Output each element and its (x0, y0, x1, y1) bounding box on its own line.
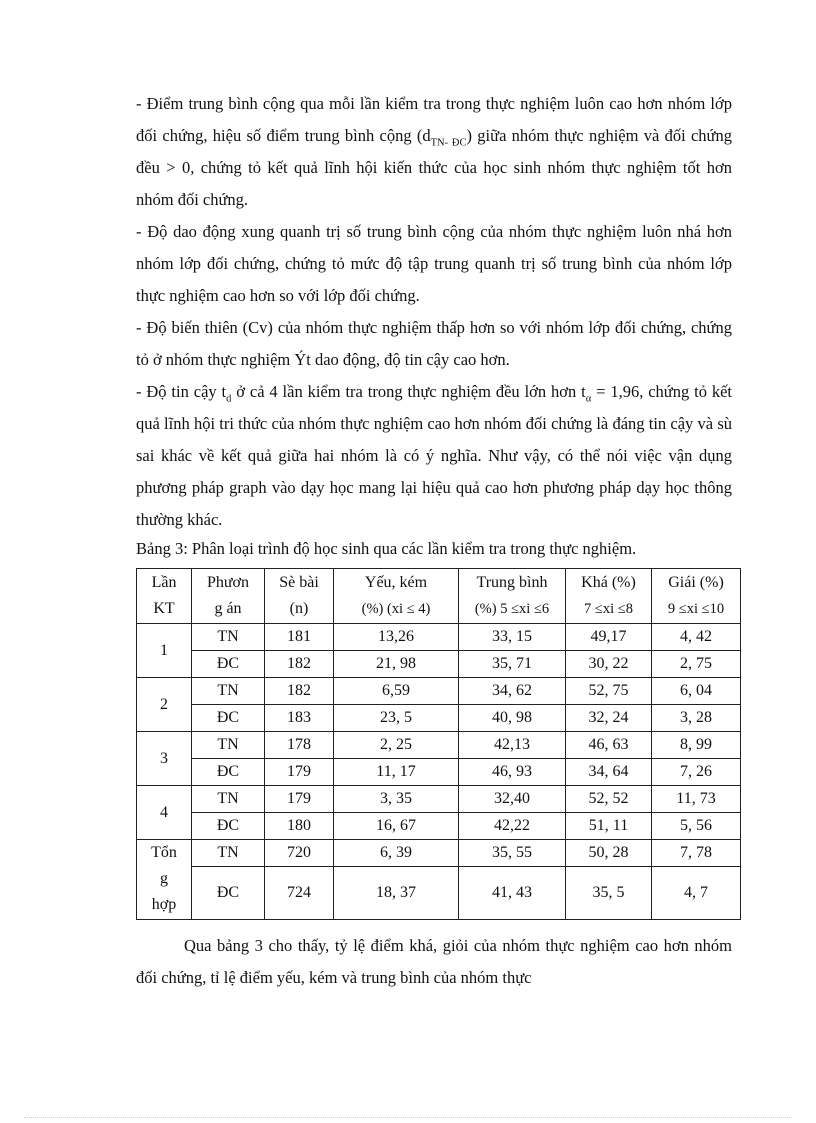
paragraph-4-text-b: ở cả 4 lần kiểm tra trong thực nghiệm đều lớn hơn t (231, 382, 586, 401)
cell-yeu-kem: 11, 17 (334, 759, 459, 786)
table-row (137, 651, 741, 678)
cell-kha: 34, 64 (566, 759, 652, 786)
paragraph-4-text-c: = 1,96, chứng tỏ kết quả lĩnh hội tri thức của nhóm thực nghiệm cao hơn nhóm đối chứng là đáng tin cậy và sù sai khác về kết quả giữa hai nhóm là có ý nghĩa. Như vậy, có thể nói việc vận dụng phương pháp graph vào dạy học mang lại hiệu quả cao hơn phương pháp dạy học thông thường khác. (136, 382, 732, 529)
cell-yeu-kem: 21, 98 (334, 651, 459, 678)
cell-so-bai: 183 (265, 705, 334, 732)
cell-phuong-an: ĐC (192, 651, 265, 678)
cell-yeu-kem: 16, 67 (334, 813, 459, 840)
paragraph-3: - Độ biến thiên (Cv) của nhóm thực nghiệm thấp hơn so với nhóm lớp đối chứng, chứng tỏ ở nhóm thực nghiệm Ýt dao động, độ tin cậy cao hơn. (136, 318, 732, 369)
cell-trung-binh: 34, 62 (459, 678, 566, 705)
table-row (137, 813, 741, 840)
cell-phuong-an: ĐC (192, 813, 265, 840)
table-row (137, 732, 741, 759)
cell-so-bai: 179 (265, 759, 334, 786)
table-row (137, 678, 741, 705)
cell-trung-binh: 32,40 (459, 786, 566, 813)
cell-trung-binh: 33, 15 (459, 624, 566, 651)
cell-yeu-kem: 3, 35 (334, 786, 459, 813)
cell-yeu-kem: 6, 39 (334, 840, 459, 867)
header-lan-kt: Lần KT (137, 569, 192, 624)
paragraph-1-text-b: ) giữa nhóm thực nghiệm và đối chứng đều > 0, chứng tỏ kết quả lĩnh hội kiến thức của học sinh nhóm thực nghiệm tốt hơn nhóm đối chứng. (136, 126, 732, 209)
paragraph-4-subscript-d: d (226, 393, 232, 405)
cell-so-bai: 179 (265, 786, 334, 813)
group-label: 1 (137, 624, 192, 678)
cell-so-bai: 178 (265, 732, 334, 759)
cell-phuong-an: ĐC (192, 759, 265, 786)
paragraph-1-subscript: TN- ĐC (430, 137, 467, 149)
header-phuong-an: Phươn g án (192, 569, 265, 624)
cell-phuong-an: TN (192, 840, 265, 867)
cell-kha: 30, 22 (566, 651, 652, 678)
cell-gioi: 4, 42 (652, 624, 741, 651)
table-row (137, 624, 741, 651)
paragraph-4-text-a: - Độ tin cậy t (136, 382, 227, 401)
cell-yeu-kem: 6,59 (334, 678, 459, 705)
paragraph-4 (136, 376, 732, 536)
cell-trung-binh: 40, 98 (459, 705, 566, 732)
header-gioi: Giái (%) 9 ≤xi ≤10 (652, 569, 741, 624)
cell-gioi: 7, 26 (652, 759, 741, 786)
cell-so-bai: 720 (265, 840, 334, 867)
header-so-bai: Sè bài (n) (265, 569, 334, 624)
cell-kha: 51, 11 (566, 813, 652, 840)
cell-so-bai: 724 (265, 867, 334, 920)
page-bottom-divider (24, 1117, 792, 1118)
cell-trung-binh: 41, 43 (459, 867, 566, 920)
cell-kha: 46, 63 (566, 732, 652, 759)
cell-yeu-kem: 23, 5 (334, 705, 459, 732)
paragraph-1 (136, 88, 732, 216)
cell-gioi: 3, 28 (652, 705, 741, 732)
header-kha: Khá (%) 7 ≤xi ≤8 (566, 569, 652, 624)
group-label: 4 (137, 786, 192, 840)
cell-gioi: 2, 75 (652, 651, 741, 678)
cell-phuong-an: TN (192, 678, 265, 705)
cell-trung-binh: 42,13 (459, 732, 566, 759)
cell-so-bai: 180 (265, 813, 334, 840)
table-row (137, 705, 741, 732)
cell-so-bai: 182 (265, 651, 334, 678)
header-trung-binh: Trung bình (%) 5 ≤xi ≤6 (459, 569, 566, 624)
cell-gioi: 4, 7 (652, 867, 741, 920)
cell-kha: 32, 24 (566, 705, 652, 732)
table-header-row (137, 569, 741, 624)
table-caption: Bảng 3: Phân loại trình độ học sinh qua các lần kiểm tra trong thực nghiệm. (136, 539, 637, 558)
cell-trung-binh: 46, 93 (459, 759, 566, 786)
group-label: 2 (137, 678, 192, 732)
table-row (137, 759, 741, 786)
document-page (136, 88, 732, 994)
cell-so-bai: 181 (265, 624, 334, 651)
cell-gioi: 11, 73 (652, 786, 741, 813)
table-row-total (137, 840, 741, 867)
cell-trung-binh: 42,22 (459, 813, 566, 840)
cell-phuong-an: ĐC (192, 705, 265, 732)
cell-gioi: 5, 56 (652, 813, 741, 840)
table-row (137, 786, 741, 813)
paragraph-1-text-a: - Điểm trung bình cộng qua mỗi lần kiểm tra trong thực nghiệm luôn cao hơn nhóm lớp đối chứng, hiệu số điểm trung bình cộng (d (136, 94, 732, 145)
cell-yeu-kem: 13,26 (334, 624, 459, 651)
paragraph-4-subscript-alpha: α (585, 393, 592, 405)
conclusion-paragraph: Qua bảng 3 cho thấy, tỷ lệ điểm khá, giỏi của nhóm thực nghiệm cao hơn nhóm đối chứng, tỉ lệ điểm yếu, kém và trung bình của nhóm thực (136, 936, 732, 987)
cell-phuong-an: TN (192, 786, 265, 813)
paragraph-2: - Độ dao động xung quanh trị số trung bình cộng của nhóm thực nghiệm luôn nhá hơn nhóm lớp đối chứng, chứng tỏ mức độ tập trung quanh trị số trung bình của nhóm lớp thực nghiệm cao hơn so với lớp đối chứng. (136, 222, 732, 305)
group-label: 3 (137, 732, 192, 786)
cell-phuong-an: ĐC (192, 867, 265, 920)
cell-kha: 49,17 (566, 624, 652, 651)
cell-trung-binh: 35, 71 (459, 651, 566, 678)
cell-kha: 52, 75 (566, 678, 652, 705)
header-yeu-kem: Yếu, kém (%) (xi ≤ 4) (334, 569, 459, 624)
results-table (136, 568, 741, 920)
cell-phuong-an: TN (192, 732, 265, 759)
cell-so-bai: 182 (265, 678, 334, 705)
cell-yeu-kem: 18, 37 (334, 867, 459, 920)
table-row-total (137, 867, 741, 920)
cell-kha: 50, 28 (566, 840, 652, 867)
cell-gioi: 8, 99 (652, 732, 741, 759)
group-label-total: Tổn g hợp (137, 840, 192, 920)
cell-phuong-an: TN (192, 624, 265, 651)
cell-kha: 52, 52 (566, 786, 652, 813)
cell-gioi: 7, 78 (652, 840, 741, 867)
cell-gioi: 6, 04 (652, 678, 741, 705)
cell-yeu-kem: 2, 25 (334, 732, 459, 759)
cell-trung-binh: 35, 55 (459, 840, 566, 867)
cell-kha: 35, 5 (566, 867, 652, 920)
